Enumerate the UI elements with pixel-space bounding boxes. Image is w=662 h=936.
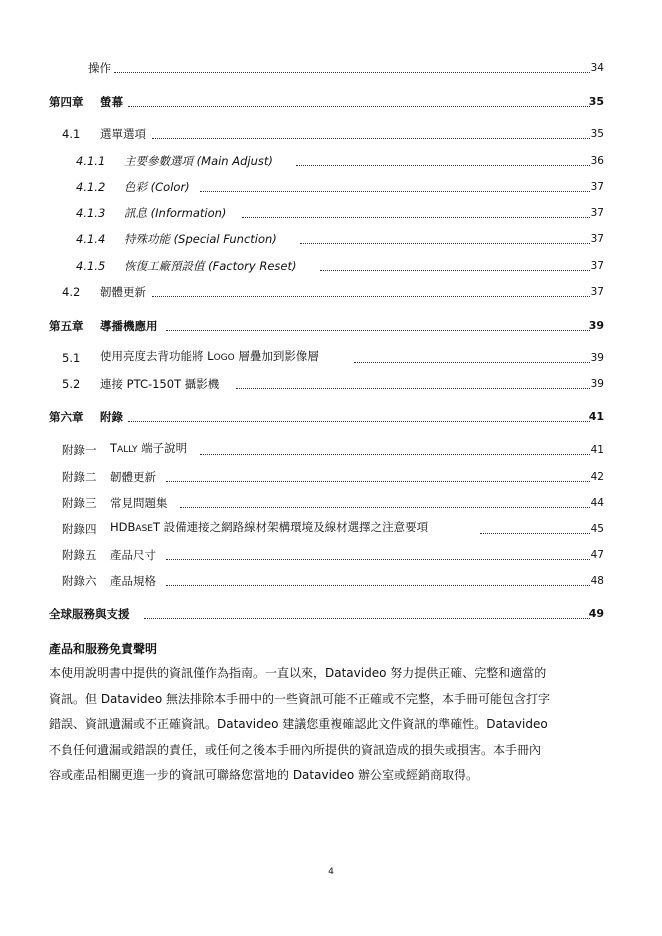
toc-leader — [236, 387, 590, 389]
toc-appendix-number: 附錄二 — [62, 470, 97, 484]
toc-section-number: 5.2 — [62, 377, 81, 391]
toc-section-4-1-4[interactable] — [0, 226, 662, 246]
toc-leader — [480, 532, 590, 534]
toc-title: 使用亮度去背功能將 LOGO 層疊加到影像層 — [100, 349, 319, 363]
toc-chapter-number: 第四章 — [49, 95, 84, 109]
toc-title: 常見問題集 — [110, 496, 168, 510]
toc-entry-operation[interactable] — [0, 55, 662, 75]
toc-title: HDBASET 設備連接之網路線材架構環境及線材選擇之注意要項 — [110, 520, 429, 534]
toc-chapter-number: 第六章 — [49, 410, 84, 424]
toc-section-5-2[interactable] — [0, 371, 662, 391]
toc-title: 全球服務與支援 — [49, 607, 130, 621]
disclaimer-line: 錯誤、資訊遺漏或不正確資訊。Datavideo 建議您重複確認此文件資訊的準確性。Datavideo — [49, 717, 548, 731]
toc-section-4-1-5[interactable] — [0, 253, 662, 273]
toc-title: 附錄 — [100, 410, 123, 424]
toc-section-4-1-2[interactable] — [0, 174, 662, 194]
toc-title: 產品規格 — [110, 574, 156, 588]
disclaimer-heading: 產品和服務免責聲明 — [49, 642, 158, 656]
toc-page: 45 — [590, 523, 604, 535]
toc-page: 48 — [590, 575, 604, 587]
toc-leader — [166, 558, 590, 560]
toc-page: 37 — [590, 207, 604, 219]
toc-page: 35 — [588, 95, 604, 108]
toc-title: 特殊功能 (Special Function) — [124, 232, 277, 246]
disclaimer-line: 本使用說明書中提供的資訊僅作為指南。一直以來，Datavideo 努力提供正確、完整和適當的 — [49, 666, 547, 680]
toc-leader — [180, 506, 590, 508]
toc-leader — [300, 242, 590, 244]
toc-page: 41 — [590, 444, 604, 456]
toc-title: 主要參數選項 (Main Adjust) — [124, 154, 273, 168]
toc-global-service[interactable] — [0, 601, 662, 621]
toc-title: 韌體更新 — [110, 470, 156, 484]
toc-appendix-4[interactable] — [0, 516, 662, 536]
toc-chapter-5[interactable] — [0, 313, 662, 333]
toc-leader — [200, 190, 590, 192]
disclaimer-line: 資訊。但 Datavideo 無法排除本手冊中的一些資訊可能不正確或不完整，本手冊可能包含打字 — [49, 691, 551, 706]
toc-section-4-1[interactable] — [0, 121, 662, 141]
toc-leader — [320, 269, 590, 271]
toc-page: 41 — [588, 410, 604, 423]
toc-chapter-6[interactable] — [0, 404, 662, 424]
toc-page: 39 — [588, 319, 604, 332]
toc-title: 訊息 (Information) — [124, 206, 227, 220]
toc-title: 產品尺寸 — [110, 548, 156, 562]
toc-appendix-1[interactable] — [0, 437, 662, 457]
toc-page: 37 — [590, 233, 604, 245]
toc-title: 導播機應用 — [100, 319, 158, 333]
toc-page: 35 — [590, 128, 604, 140]
toc-section-number: 4.1.5 — [76, 259, 106, 273]
toc-section-number: 4.2 — [62, 285, 81, 299]
disclaimer-line: 容或產品相關更進一步的資訊可聯絡您當地的 Datavideo 辦公室或經銷商取得。 — [49, 768, 479, 782]
toc-section-number: 5.1 — [62, 351, 81, 365]
toc-appendix-number: 附錄一 — [62, 443, 97, 457]
toc-title: 選單選項 — [100, 127, 146, 141]
toc-page: 49 — [588, 607, 604, 620]
toc-leader — [166, 584, 590, 586]
toc-title: TALLY 端子說明 — [110, 441, 188, 455]
toc-page: 42 — [590, 471, 604, 483]
toc-section-4-2[interactable] — [0, 279, 662, 299]
toc-page: 37 — [590, 260, 604, 272]
toc-leader — [200, 453, 590, 455]
toc-section-number: 4.1.2 — [76, 180, 106, 194]
toc-leader — [166, 480, 590, 482]
toc-leader — [166, 329, 590, 331]
toc-title: 韌體更新 — [100, 285, 146, 299]
toc-leader — [354, 361, 590, 363]
toc-section-4-1-1[interactable] — [0, 148, 662, 168]
toc-appendix-3[interactable] — [0, 490, 662, 510]
toc-title: 螢幕 — [100, 95, 123, 109]
toc-section-number: 4.1.4 — [76, 232, 106, 246]
toc-appendix-number: 附錄六 — [62, 574, 97, 588]
toc-leader — [128, 105, 590, 107]
toc-section-5-1[interactable] — [0, 345, 662, 365]
toc-page: 44 — [590, 497, 604, 509]
toc-page: 37 — [590, 181, 604, 193]
toc-section-number: 4.1 — [62, 127, 81, 141]
toc-appendix-number: 附錄五 — [62, 548, 97, 562]
toc-leader — [128, 420, 590, 422]
toc-section-number: 4.1.1 — [76, 154, 106, 168]
toc-leader — [144, 617, 590, 619]
toc-appendix-6[interactable] — [0, 568, 662, 588]
disclaimer-paragraph — [49, 661, 605, 789]
toc-page: 39 — [590, 352, 604, 364]
toc-appendix-number: 附錄三 — [62, 496, 97, 510]
page-number: 4 — [328, 867, 334, 877]
toc-leader — [242, 216, 590, 218]
toc-leader — [152, 137, 590, 139]
toc-title: 操作 — [88, 61, 111, 75]
toc-appendix-2[interactable] — [0, 464, 662, 484]
toc-page: 37 — [590, 286, 604, 298]
toc-title: 色彩 (Color) — [124, 180, 190, 194]
toc-appendix-5[interactable] — [0, 542, 662, 562]
toc-page: 39 — [590, 378, 604, 390]
toc-section-number: 4.1.3 — [76, 206, 106, 220]
toc-page: 34 — [590, 62, 604, 74]
toc-leader — [152, 295, 590, 297]
toc-section-4-1-3[interactable] — [0, 200, 662, 220]
toc-chapter-number: 第五章 — [49, 319, 84, 333]
disclaimer-line: 不負任何遺漏或錯誤的責任，或任何之後本手冊內所提供的資訊造成的損失或損害。本手冊內 — [49, 742, 542, 757]
toc-title: 恢復工廠預設值 (Factory Reset) — [124, 259, 297, 273]
toc-leader — [114, 71, 590, 73]
toc-appendix-number: 附錄四 — [62, 522, 97, 536]
toc-page: 47 — [590, 549, 604, 561]
toc-title: 連接 PTC-150T 攝影機 — [100, 377, 220, 391]
toc-leader — [296, 164, 590, 166]
toc-chapter-4[interactable] — [0, 89, 662, 109]
toc-page: 36 — [590, 155, 604, 167]
